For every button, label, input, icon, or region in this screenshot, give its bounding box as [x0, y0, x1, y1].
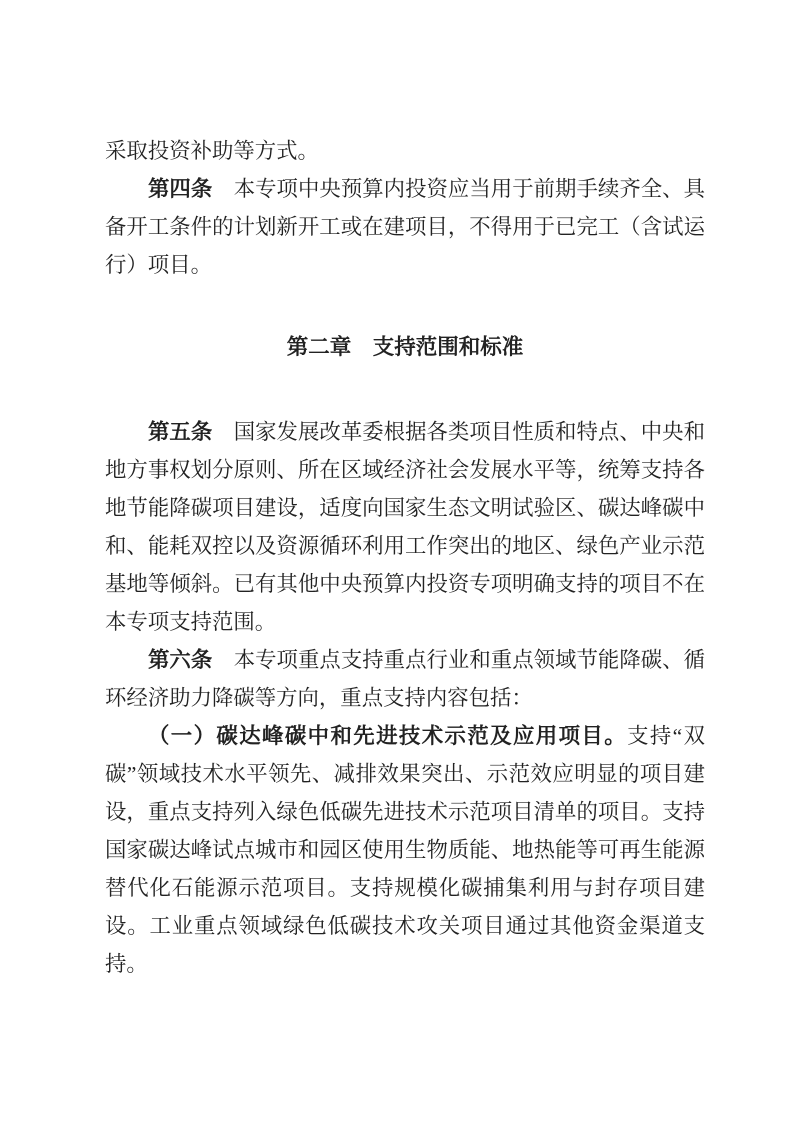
- line-text: 地方事权划分原则、所在区域经济社会发展水平等，统筹支持各: [105, 458, 705, 482]
- text-line: [105, 413, 705, 451]
- line-text: 设。工业重点领域绿色低碳技术攻关项目通过其他资金渠道支: [105, 914, 705, 938]
- line-text: 备开工条件的计划新开工或在建项目，不得用于已完工（含试运: [105, 215, 705, 239]
- line-text: 持。: [105, 952, 148, 976]
- line-text: 基地等倾斜。已有其他中央预算内投资专项明确支持的项目不在: [105, 572, 705, 596]
- text-line: [105, 755, 705, 793]
- line-text: 本专项重点支持重点行业和重点领域节能降碳、循: [212, 648, 705, 672]
- line-text: 本专项支持范围。: [105, 610, 277, 634]
- article-number: 第四条: [148, 177, 213, 201]
- document-content: [105, 132, 705, 983]
- text-line: [105, 489, 705, 527]
- text-line: [105, 527, 705, 565]
- article-number: 第五条: [148, 420, 213, 444]
- line-text: 环经济助力降碳等方向，重点支持内容包括：: [105, 686, 533, 710]
- item-1-paragraph: [105, 717, 705, 983]
- article-6-paragraph: [105, 641, 705, 717]
- article-5-paragraph: [105, 413, 705, 641]
- line-text: 和、能耗双控以及资源循环利用工作突出的地区、绿色产业示范: [105, 534, 705, 558]
- text-line: [105, 170, 705, 208]
- text-line: [105, 451, 705, 489]
- chapter-2-heading: 第二章 支持范围和标准: [286, 335, 524, 359]
- text-line: [105, 132, 705, 170]
- line-text: 国家发展改革委根据各类项目性质和特点、中央和: [212, 420, 705, 444]
- text-line: [105, 793, 705, 831]
- article-4-paragraph: [105, 170, 705, 284]
- text-line: [105, 831, 705, 869]
- line-text: 设，重点支持列入绿色低碳先进技术示范项目清单的项目。支持: [105, 800, 705, 824]
- text-line: [105, 717, 705, 755]
- line-text: 碳”领域技术水平领先、减排效果突出、示范效应明显的项目建: [105, 762, 705, 786]
- line-text: 地节能降碳项目建设，适度向国家生态文明试验区、碳达峰碳中: [105, 496, 705, 520]
- text-line: [105, 246, 705, 284]
- text-line: [105, 679, 705, 717]
- line-text: 行）项目。: [105, 253, 212, 277]
- text-line: [105, 603, 705, 641]
- text-line: [105, 641, 705, 679]
- line-text: 支持“双: [627, 724, 705, 748]
- paragraph-continuation: [105, 132, 705, 170]
- article-number: 第六条: [148, 648, 213, 672]
- text-line: [105, 208, 705, 246]
- line-text: 本专项中央预算内投资应当用于前期手续齐全、具: [212, 177, 705, 201]
- line-text: 采取投资补助等方式。: [105, 139, 319, 163]
- line-text: 国家碳达峰试点城市和园区使用生物质能、地热能等可再生能源: [105, 838, 705, 862]
- line-text: 替代化石能源示范项目。支持规模化碳捕集利用与封存项目建: [105, 876, 705, 900]
- text-line: [105, 565, 705, 603]
- text-line: [105, 869, 705, 907]
- item-1-heading: （一）碳达峰碳中和先进技术示范及应用项目。: [148, 724, 628, 748]
- text-line: [105, 945, 705, 983]
- text-line: [105, 907, 705, 945]
